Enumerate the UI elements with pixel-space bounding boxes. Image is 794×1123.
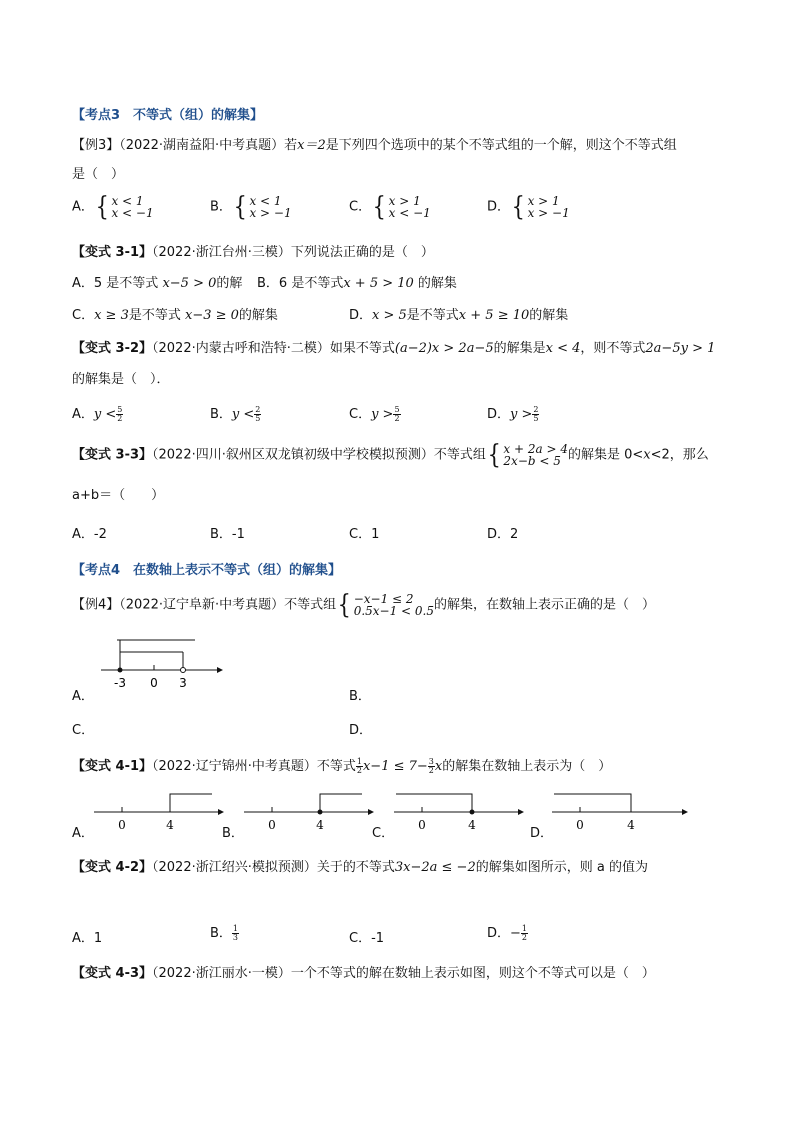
variant-3-3-option-d[interactable]: D．2 (487, 527, 519, 542)
variant-4-2-option-b[interactable]: B． $\frac{1}{3}$ (210, 924, 239, 942)
section-title-3: 【考点3 不等式（组）的解集】 (72, 108, 264, 123)
variant-3-1-option-a[interactable]: A．5 是不等式 x−5 > 0的解 (72, 276, 243, 291)
variant-4-2-option-c[interactable]: C．-1 (349, 931, 385, 946)
variant-4-1-number-line-c (390, 788, 530, 834)
tick-label: 3 (179, 676, 187, 690)
solution-bracket (554, 794, 631, 812)
variant-4-1-number-line-b (240, 788, 380, 834)
solution-bracket (396, 794, 472, 812)
variant-4-1-number-line-d (548, 788, 694, 834)
tick-label: 4 (166, 818, 174, 832)
variant-4-2-option-a[interactable]: A．1 (72, 931, 103, 946)
variant-3-3-option-a[interactable]: A．-2 (72, 527, 107, 542)
variant-3-1-option-d[interactable]: D．x > 5是不等式x + 5 ≥ 10的解集 (349, 308, 569, 323)
section-title-4: 【考点4 在数轴上表示不等式（组）的解集】 (72, 563, 342, 578)
tick-label: 4 (627, 818, 635, 832)
example-3-option-b[interactable]: B． { x < 1 x > −1 (210, 192, 292, 222)
variant-4-1-option-a[interactable]: A． (72, 826, 94, 841)
variant-3-3-option-b[interactable]: B．-1 (210, 527, 245, 542)
example-3-option-c[interactable]: C． { x > 1 x < −1 (349, 192, 431, 222)
example-4-number-line-figure (95, 634, 225, 692)
variant-4-1-stem: 【变式 4-1】（2022·辽宁锦州·中考真题）不等式 $\frac{1}{2}$ x−1 ≤ 7− $\frac{3}{2}$ x的解集在数轴上表示为（ ） (72, 757, 612, 775)
example-3-option-a[interactable]: A． { x < 1 x < −1 (72, 192, 154, 222)
example-4-option-b[interactable]: B． (349, 689, 371, 704)
variant-3-2-option-d[interactable]: D．y > $\frac{2}{5}$ (487, 405, 539, 423)
example-4-option-a[interactable]: A． (72, 689, 94, 704)
tick-label: -3 (114, 676, 126, 690)
variant-3-3-option-c[interactable]: C．1 (349, 527, 380, 542)
tick-label: 0 (150, 676, 158, 690)
example-4-option-d[interactable]: D． (349, 723, 373, 738)
variant-4-2-stem: 【变式 4-2】（2022·浙江绍兴·模拟预测）关于的不等式3x−2a ≤ −2的解集如图所示，则 a 的值为 (72, 860, 648, 875)
variant-4-3-stem: 【变式 4-3】（2022·浙江丽水·一模）一个不等式的解在数轴上表示如图，则这个不等式可以是（ ） (72, 966, 655, 981)
solution-bracket (170, 794, 212, 812)
axis-arrow (217, 667, 223, 673)
tick-label: 0 (118, 818, 126, 832)
tick-label: 4 (316, 818, 324, 832)
variant-3-2-stem-line1: 【变式 3-2】（2022·内蒙古呼和浩特·二模）如果不等式(a−2)x > 2a−5的解集是x < 4，则不等式2a−5y > 1 (72, 341, 716, 356)
variant-3-2-option-b[interactable]: B．y < $\frac{2}{5}$ (210, 405, 261, 423)
variant-4-1-option-c[interactable]: C． (372, 826, 395, 841)
variant-4-1-number-line-a (90, 788, 230, 834)
axis-arrow (368, 809, 374, 815)
example-3-label: 【例3】 (72, 138, 120, 153)
example-3-line2: 是（ ） (72, 167, 125, 182)
variant-4-1-option-d[interactable]: D． (530, 826, 554, 841)
example-4-option-c[interactable]: C． (72, 723, 95, 738)
variant-3-1-option-c[interactable]: C．x ≥ 3是不等式 x−3 ≥ 0的解集 (72, 308, 278, 323)
variant-3-3-stem-line2: a+b＝（ ） (72, 488, 165, 503)
closed-point (470, 810, 475, 815)
variant-4-2-option-d[interactable]: D．− $\frac{1}{2}$ (487, 924, 528, 942)
axis-arrow (682, 809, 688, 815)
axis-arrow (518, 809, 524, 815)
tick-label: 0 (268, 818, 276, 832)
variant-3-2-stem-line2: 的解集是（ ）． (72, 372, 170, 387)
solution-bracket (320, 794, 362, 812)
open-point (181, 668, 186, 673)
tick-label: 4 (468, 818, 476, 832)
tick-label: 0 (418, 818, 426, 832)
example-3-line1: 【例3】（2022·湖南益阳·中考真题）若x＝2是下列四个选项中的某个不等式组的一个解，则这个不等式组 (72, 138, 677, 153)
example-4-stem: 【例4】（2022·辽宁阜新·中考真题）不等式组 { −x−1 ≤ 2 0.5x−1 < 0.5 的解集，在数轴上表示正确的是（ ） (72, 590, 656, 620)
variant-3-1-stem: 【变式 3-1】（2022·浙江台州·三模）下列说法正确的是（ ） (72, 245, 434, 260)
variant-3-2-option-c[interactable]: C．y > $\frac{5}{2}$ (349, 405, 400, 423)
variant-4-1-option-b[interactable]: B． (222, 826, 244, 841)
variant-3-3-stem-line1: 【变式 3-3】（2022·四川·叙州区双龙镇初级中学校模拟预测）不等式组 { x + 2a > 4 2x−b < 5 的解集是 0<x<2，那么 (72, 440, 709, 470)
variant-3-2-option-a[interactable]: A．y < $\frac{5}{2}$ (72, 405, 123, 423)
closed-point (318, 810, 323, 815)
variant-3-1-option-b[interactable]: B．6 是不等式x + 5 > 10 的解集 (257, 276, 457, 291)
example-3-option-d[interactable]: D． { x > 1 x > −1 (487, 192, 570, 222)
tick-label: 0 (576, 818, 584, 832)
axis-arrow (218, 809, 224, 815)
closed-point (118, 668, 123, 673)
